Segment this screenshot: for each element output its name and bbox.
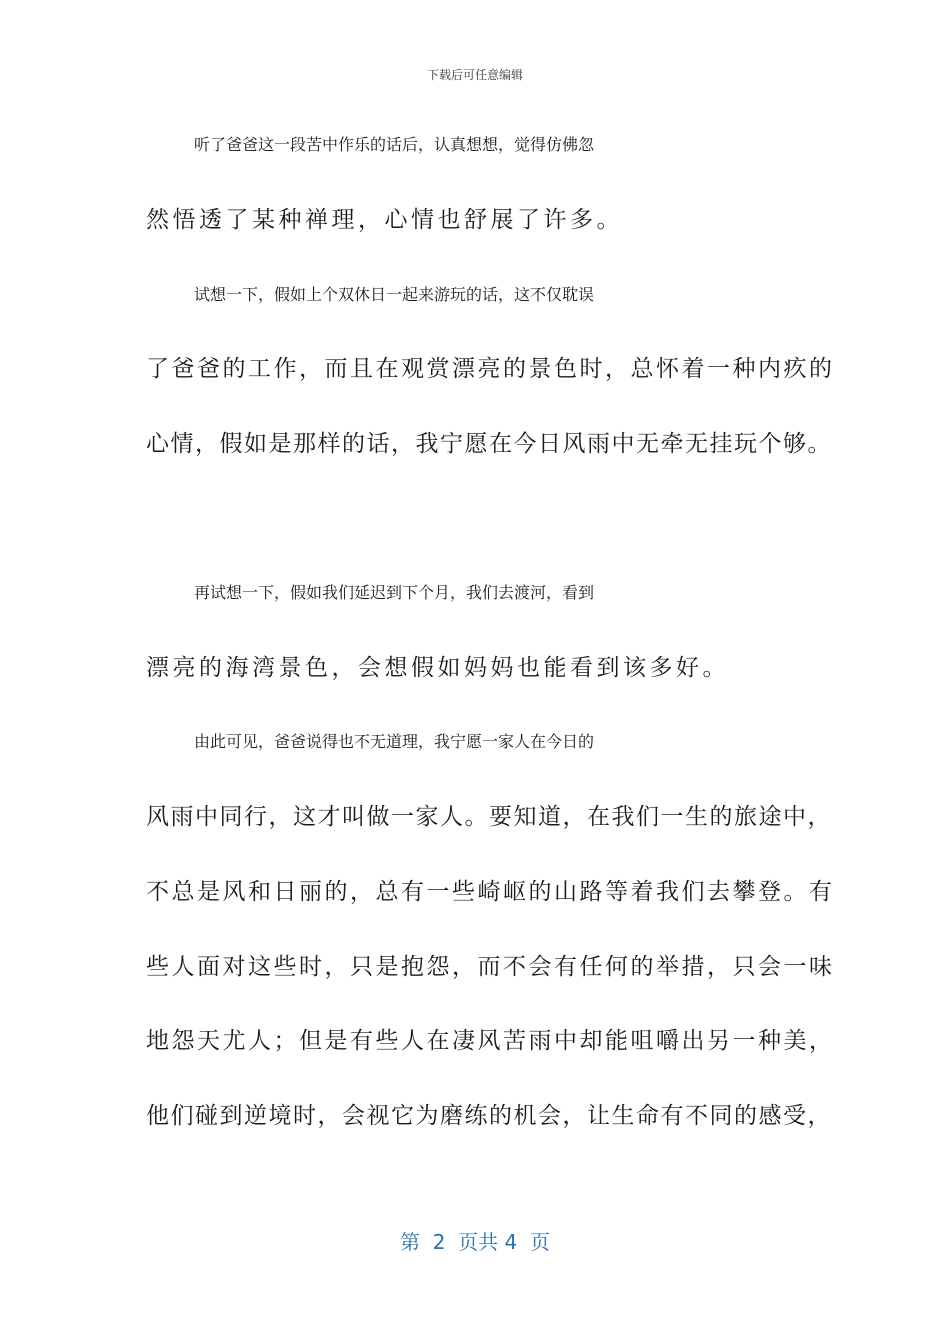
text-line: 了爸爸的工作，而且在观赏漂亮的景色时，总怀着一种内疚的 — [146, 356, 835, 382]
text-line: 漂亮的海湾景色，会想假如妈妈也能看到该多好。 — [146, 655, 729, 681]
text-line: 然悟透了某种禅理，心情也舒展了许多。 — [146, 207, 623, 233]
page-number-footer: 第 2 页共 4 页 — [400, 1230, 550, 1254]
text-line: 试想一下，假如上个双休日一起来游玩的话，这不仅耽误 — [194, 285, 595, 304]
text-line: 听了爸爸这一段苦中作乐的话后，认真想想，觉得仿佛忽 — [194, 135, 595, 154]
text-line: 风雨中同行，这才叫做一家人。要知道，在我们一生的旅途中， — [146, 804, 832, 830]
text-line: 心情，假如是那样的话，我宁愿在今日风雨中无牵无挂玩个够。 — [146, 431, 832, 457]
text-line: 不总是风和日丽的，总有一些崎岖的山路等着我们去攀登。有 — [146, 879, 835, 905]
text-line: 再试想一下，假如我们延迟到下个月，我们去渡河，看到 — [194, 583, 595, 602]
header-note: 下载后可任意编辑 — [426, 68, 523, 82]
text-line: 由此可见，爸爸说得也不无道理，我宁愿一家人在今日的 — [194, 732, 595, 751]
text-line: 地怨天尤人；但是有些人在凄风苦雨中却能咀嚼出另一种美， — [146, 1028, 835, 1054]
text-line: 些人面对这些时，只是抱怨，而不会有任何的举措，只会一味 — [146, 954, 835, 980]
text-line: 他们碰到逆境时，会视它为磨练的机会，让生命有不同的感受， — [146, 1103, 832, 1129]
